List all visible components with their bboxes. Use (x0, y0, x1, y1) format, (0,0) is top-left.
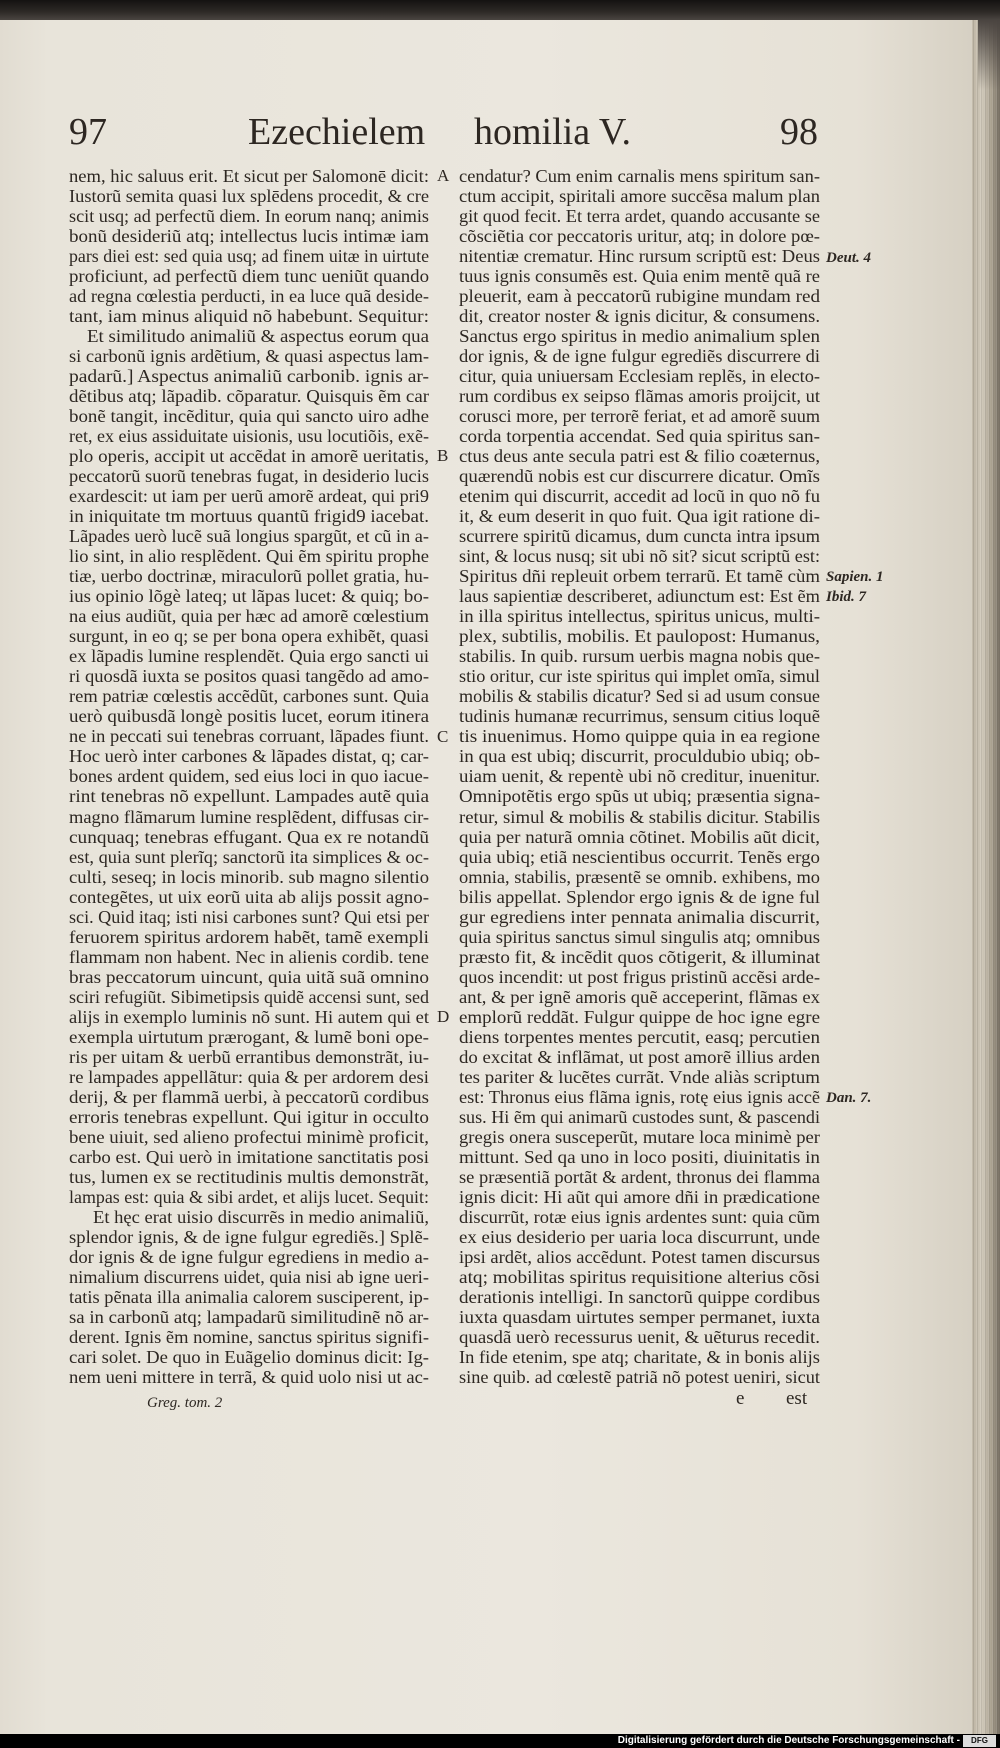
text-line-content: tes pariter & lucẽtes currãt. Vnde aliàs scriptum (459, 1066, 820, 1087)
text-line (459, 1107, 820, 1127)
text-line (459, 406, 820, 426)
credit-text: Digitalisierung gefördert durch die Deutsche Forschungsgemeinschaft - (617, 1735, 960, 1746)
book-edge-shadow (978, 20, 1000, 90)
text-line-content: ctus deus ante secula patri est & filio coæternus, (459, 446, 820, 467)
text-line-content: carbo est. Qui uerò in imitatione sanctitatis posi (69, 1146, 429, 1167)
section-marker-b: B (437, 446, 449, 465)
scan-top-border (0, 0, 1000, 20)
text-line (69, 1227, 429, 1247)
text-line-content: stio oritur, cur iste spiritus qui implet omĩa, simul (459, 666, 820, 687)
text-line-content: dor ignis & de igne fulgur egrediens in medio a- (69, 1246, 429, 1267)
text-line (459, 226, 820, 246)
text-line-content: scurrere spiritũ dicamus, dum cuncta intra ipsum (459, 526, 820, 547)
text-line-content: padarũ.] Aspectus animaliũ carbonib. ignis ar- (69, 366, 429, 387)
text-line (69, 546, 429, 566)
text-line (459, 1287, 820, 1307)
text-line (459, 746, 820, 766)
text-line (69, 827, 429, 847)
text-line (459, 466, 820, 486)
text-line-content: proficiunt, ad perfectũ diem tunc ueniũt quando (69, 266, 429, 287)
text-line (69, 506, 429, 526)
text-line-content: bene uiuit, sed alieno profectui minimè proficit, (69, 1126, 429, 1147)
text-line-content: in illa spiritus intellectus, spiritus unicus, multi- (459, 606, 820, 627)
text-line (69, 1027, 429, 1047)
text-line (69, 486, 429, 506)
text-line (459, 1267, 820, 1287)
text-line-content: quasdã uerò recessurus uenit, & uẽturus recedit. (459, 1326, 820, 1347)
text-line-content: ius opinio lõgè lateq; ut lãpas lucet: & quiq; bo- (69, 586, 429, 607)
text-line (459, 326, 820, 346)
text-line-content: bilis appellat. Splendor ergo ignis & de igne ful (459, 886, 820, 907)
text-line (459, 827, 820, 847)
text-line (459, 546, 820, 566)
text-line (69, 1107, 429, 1127)
text-line (69, 1067, 429, 1087)
text-line-content: nem, hic saluus erit. Et sicut per Salomonē dicit: (69, 166, 429, 186)
signature-mark: e (736, 1388, 745, 1409)
text-line-content: splendor ignis, & de igne fulgur egrediẽs.] Splẽ- (69, 1226, 429, 1247)
text-line-content: nimalium discurrens uidet, quia nisi ab igne ueri- (69, 1266, 429, 1287)
text-line-content: citur, quia uniuersam Ecclesiam replẽs, in electo- (459, 366, 820, 387)
text-line (69, 807, 429, 827)
text-line (69, 186, 429, 206)
running-title-left: Ezechielem (248, 111, 426, 153)
text-line-content: lio sint, in alio resplẽdent. Qui ẽm spiritu prophe (69, 546, 429, 567)
text-line-content: corusci more, per terrorẽ feriat, et ad amorẽ suum (459, 406, 820, 427)
text-line (459, 1167, 820, 1187)
text-line (459, 847, 820, 867)
text-line (69, 847, 429, 867)
text-line-content: Omnipotẽtis ergo spũs ut ubiq; præsentia signa- (459, 786, 820, 807)
section-marker-a: A (437, 166, 450, 185)
text-line (459, 586, 820, 606)
text-line (69, 466, 429, 486)
text-line (69, 266, 429, 286)
text-line (69, 646, 429, 666)
text-line (459, 967, 820, 987)
text-line (459, 1227, 820, 1247)
book-page-edges (972, 20, 1000, 1734)
text-line-content: atq; mobilitas spiritus requisitione alterius cõsi (459, 1266, 820, 1287)
text-line-content: sa in carbonũ atq; lampadarũ similitudinẽ nõ ar- (69, 1306, 429, 1327)
text-line-content: ri quosdã iuxta se positos quasi tangẽdo ad amo- (69, 666, 429, 687)
text-line-content: Et similitudo animaliũ & aspectus eorum qua (87, 326, 429, 347)
text-line (69, 166, 429, 186)
text-line-content: it, & eum deserit in quo fuit. Qua igit ratione di- (459, 506, 820, 527)
text-line (69, 1007, 429, 1027)
running-title-right: homilia V. (474, 111, 631, 153)
text-line (459, 786, 820, 806)
text-line-content: derationis intelligi. In sanctorũ quippe cordibus (459, 1286, 820, 1307)
text-line (69, 1187, 429, 1207)
text-line-content: magno flãmarum lumine resplẽdent, diffusas cir- (69, 806, 429, 827)
text-line-content: mittunt. Sed qa uno in loco positi, diuinitatis in (459, 1146, 820, 1167)
text-line-content: quærendũ nobis est cur discurrere dicatur. Omĩs (459, 466, 820, 487)
text-line (459, 987, 820, 1007)
text-line-content: quos incendit: ut post frigus pristinũ accẽsi arde- (459, 966, 820, 987)
text-line-content: exardescit: ut iam per uerũ amorẽ ardeat, qui pri9 (69, 486, 430, 507)
text-line (69, 686, 429, 706)
text-line (69, 286, 429, 306)
text-line-content: pleuerit, eam à peccatorũ rubigine mundam red (459, 286, 820, 307)
text-line (459, 526, 820, 546)
text-line (459, 1007, 820, 1027)
text-line-content: dit, creator noster & ignis dicitur, & consumens. (459, 306, 820, 327)
text-line (459, 1027, 820, 1047)
text-line (69, 907, 429, 927)
text-line (69, 987, 429, 1007)
text-line (69, 526, 429, 546)
text-line-content: ignis dicit: Hi aũt qui amore dñi in prædicatione (459, 1186, 820, 1207)
text-line (69, 326, 429, 346)
text-line-content: alijs in exemplo luminis nõ sunt. Hi autem qui et (69, 1006, 430, 1027)
text-line-content: laus sapientiæ describeret, adiunctum est: Est ẽm (459, 586, 820, 607)
text-line-content: quia per naturã omnia cõtinet. Mobilis aũt dicit, (459, 826, 820, 847)
text-line-content: rem patriæ cœlestis accẽdũt, carbones sunt. Quia (69, 686, 429, 707)
text-line-content: gregis onera susceperũt, mutare loca minimè per (459, 1126, 820, 1147)
text-line-content: Hoc uerò inter carbones & lãpades distat, q; car- (69, 746, 429, 767)
text-line-content: lampas est: quia & sibi ardet, et alijs lucet. Sequit: (69, 1186, 429, 1207)
page-number-right: 98 (780, 111, 818, 153)
text-line (459, 426, 820, 446)
text-line-content: dẽtibus atq; lãpadib. cõparatur. Quisquis ẽm car (69, 386, 429, 407)
text-line-content: re lampades appellãtur: quia & per ardorem desi (69, 1066, 429, 1087)
text-line-content: erroris tenebras expellunt. Qui igitur in occulto (69, 1106, 429, 1127)
text-line (459, 686, 820, 706)
text-line-content: derij, & per flammã uerbi, à peccatorũ cordibus (69, 1086, 429, 1107)
text-line-content: tant, iam minus aliquid nõ habebunt. Sequitur: (69, 306, 429, 327)
text-line-content: ant, & per ignẽ amoris quẽ acceperint, flãmas ex (459, 986, 820, 1007)
text-line (69, 927, 429, 947)
text-line-content: do excitat & inflãmat, ut post amorẽ illius arden (459, 1046, 820, 1067)
page-number-left: 97 (69, 111, 107, 153)
text-line (459, 266, 820, 286)
text-line-content: ad regna cœlestia perducti, in ea luce quã deside- (69, 286, 429, 307)
text-line (459, 646, 820, 666)
text-line-content: est: Thronus eius flãma ignis, rotę eius ignis accẽ (459, 1086, 820, 1107)
text-line (459, 1127, 820, 1147)
text-line (459, 286, 820, 306)
text-line-content: tudinis humanæ recurrimus, sensum citius loquẽ (459, 706, 820, 727)
text-line (459, 1327, 820, 1347)
text-line (69, 666, 429, 686)
text-line-content: ne in peccati sui tenebras corruant, lãpades fiunt. (69, 726, 429, 747)
text-line-content: flammam non habent. Nec in alienis cordib. tene (69, 946, 429, 967)
text-line (69, 1207, 429, 1227)
text-line (69, 1287, 429, 1307)
text-line-content: In fide etenim, spe atq; charitate, & in bonis alijs (459, 1346, 820, 1367)
text-line-content: se præsentiã portãt & ardent, thronus dei flamma (459, 1166, 820, 1187)
text-line-content: Spiritus dñi repleuit orbem terrarũ. Et tamẽ cùm (459, 566, 820, 587)
text-line-content: si carbonũ ignis ardẽtium, & quasi aspectus lam- (69, 346, 429, 367)
text-line-content: stabilis. In quib. rursum uerbis magna nobis que- (459, 646, 820, 667)
text-line (459, 166, 820, 186)
text-line (69, 887, 429, 907)
text-line (459, 1087, 820, 1107)
text-line-content: plex, subtilis, mobilis. Et paulopost: Humanus, (459, 626, 820, 647)
right-text-column (459, 166, 820, 1387)
text-line-content: feruorem spiritus ardorem habẽt, tamẽ exempli (69, 926, 429, 947)
text-line (69, 746, 429, 766)
text-line (459, 706, 820, 726)
text-line-content: peccatorũ suorũ tenebras fugat, in desiderio lucis (69, 466, 429, 487)
text-line-content: nem ueni mittere in terrã, & quid uolo nisi ut ac- (69, 1366, 429, 1387)
text-line (69, 766, 429, 786)
text-line-content: bonũ desideriũ atq; intellectus lucis intimæ iam (69, 226, 429, 247)
text-line (69, 967, 429, 987)
text-line (459, 186, 820, 206)
text-line-content: surgunt, in eo q; se per bona opera exhibẽt, quasi (69, 626, 429, 647)
dfg-logo: DFG (963, 1735, 996, 1747)
text-line-content: tuus ignis consumẽs est. Quia enim mentẽ quã re (459, 266, 820, 287)
text-line (459, 1367, 820, 1387)
signature-line: Greg. tom. 2 (147, 1395, 223, 1411)
text-line-content: etenim qui discurrit, accedit ad locũ in quo nõ fu (459, 486, 820, 507)
text-line-content: bones ardent quidem, sed eius loci in quo iacue- (69, 766, 430, 787)
text-line (69, 366, 429, 386)
text-line (459, 1047, 820, 1067)
text-line (69, 786, 429, 806)
text-line-content: emplorũ reddãt. Fulgur quippe de hoc igne egre (459, 1006, 820, 1027)
text-line-content: ris per uitam & uerbũ errantibus demonstrãt, iu- (69, 1046, 429, 1067)
text-line (459, 1147, 820, 1167)
margin-note-ibid: Ibid. 7 (826, 589, 867, 605)
text-line-content: ret, ex eius assiduitate uisionis, usu locutiõis, exẽ- (69, 426, 429, 447)
text-line-content: cendatur? Cum enim carnalis mens spiritum san- (459, 166, 820, 186)
text-line-content: Et hęc erat uisio discurrẽs in medio animaliũ, (93, 1206, 429, 1227)
text-line (69, 867, 429, 887)
text-line-content: plo operis, accipit ut accẽdat in amorẽ ueritatis, (69, 446, 429, 467)
credit-bar (0, 1734, 1000, 1748)
text-line (69, 306, 429, 326)
text-line (69, 406, 429, 426)
margin-note-sapien: Sapien. 1 (826, 569, 884, 585)
text-line (459, 1247, 820, 1267)
text-line-content: sci. Quid itaq; isti nisi carbones sunt? Qui etsi per (69, 906, 429, 927)
margin-note-dan: Dan. 7. (826, 1090, 872, 1106)
text-line-content: cõsciẽtia cor peccatoris uritur, atq; in dolore pœ- (459, 226, 820, 247)
catchword: est (786, 1388, 808, 1409)
text-line (69, 246, 429, 266)
text-line (69, 426, 429, 446)
text-line (69, 626, 429, 646)
text-line (69, 947, 429, 967)
text-line-content: sint, & locus nusq; sit ubi nõ sit? sicut scriptũ est: (459, 546, 820, 567)
text-line (69, 1087, 429, 1107)
text-line-content: Sanctus ergo spiritus in medio animalium splen (459, 326, 820, 347)
text-line (69, 1367, 429, 1387)
left-text-column (69, 166, 429, 1387)
section-marker-c: C (437, 727, 449, 746)
text-line-content: bras peccatorum uincunt, quia uitã suã omnino (69, 966, 430, 987)
text-line (459, 1347, 820, 1367)
text-line-content: scit usq; ad perfectũ diem. In eorum nanq; animis (69, 206, 429, 227)
text-line-content: quia ubiq; etiã nescientibus occurrit. Tenẽs ergo (459, 846, 820, 867)
text-line (69, 706, 429, 726)
text-line (459, 766, 820, 786)
text-line-content: exempla uirtutum prærogant, & lumẽ boni ope- (69, 1026, 429, 1047)
text-line (459, 306, 820, 326)
text-line-content: cunquaq; tenebras effugant. Qua ex re notandũ (69, 826, 430, 847)
text-line-content: sus. Hi ẽm qui animarũ custodes sunt, & pascendi (459, 1106, 820, 1127)
text-line (459, 206, 820, 226)
text-line-content: retur, simul & mobilis & stabilis dicitur. Stabilis (459, 806, 820, 827)
text-line-content: tus, lumen ex se rectitudinis multis demonstrãt, (69, 1166, 429, 1187)
text-line (459, 867, 820, 887)
text-line-content: omnia, stabilis, præsentẽ se omnib. exhibens, mo (459, 866, 820, 887)
text-line-content: contegẽtes, ut uix eorũ uita ab alijs possit agno- (69, 886, 429, 907)
text-line (69, 1147, 429, 1167)
text-line-content: præsto fit, & incẽdit quos cõtigerit, & illuminat (459, 946, 820, 967)
text-line-content: bonẽ tangit, incẽditur, quia qui sancto uiro adhe (69, 406, 429, 427)
text-line-content: in iniquitate tm mortuus quantũ frigid9 iacebat. (69, 506, 429, 527)
text-line (459, 1307, 820, 1327)
text-line (459, 606, 820, 626)
text-line (459, 366, 820, 386)
text-line-content: gur egrediens inter pennata animalia discurrit, (459, 906, 820, 927)
text-line (69, 1167, 429, 1187)
text-line (459, 506, 820, 526)
text-line (459, 246, 820, 266)
text-line-content: dor ignis, & de igne fulgur egrediẽs discurrere di (459, 346, 820, 367)
text-line (459, 566, 820, 586)
text-line-content: in qua est ubiq; discurrit, proculdubio ubiq; ob- (459, 746, 820, 767)
text-line-content: cari solet. De quo in Euãgelio dominus dicit: Ig- (69, 1346, 429, 1367)
text-line-content: discurrũt, rotæ eius ignis ardentes sunt: quia cũm (459, 1206, 820, 1227)
text-line (69, 606, 429, 626)
text-line-content: iuxta quasdam uirtutes semper permanet, iuxta (459, 1306, 820, 1327)
text-line-content: derent. Ignis ẽm nomine, sanctus spiritus signifi- (69, 1326, 429, 1347)
text-line (459, 346, 820, 366)
text-line-content: rint tenebras nõ expellunt. Lampades autẽ quia (69, 786, 429, 807)
text-line (459, 726, 820, 746)
text-line-content: ipsi ardẽt, alios accẽdunt. Potest tamen discursus (459, 1246, 820, 1267)
text-line (459, 486, 820, 506)
margin-note-deut: Deut. 4 (826, 250, 871, 266)
text-line (69, 1307, 429, 1327)
text-line-content: sciri refugiũt. Sibimetipsis quidẽ accensi sunt, sed (69, 986, 429, 1007)
text-line (69, 206, 429, 226)
text-line-content: uerò quibusdã longè positis lucet, eorum itinera (69, 706, 429, 727)
text-line-content: sine quib. ad cœlestẽ patriã nõ potest ueniri, sicut (459, 1366, 820, 1387)
text-line-content: Lãpades uerò lucẽ suã longius spargũt, et cũ in a- (69, 526, 429, 547)
text-line (459, 947, 820, 967)
text-line (459, 927, 820, 947)
text-line-content: ctum accipit, spiritali amore succẽsa malum plan (459, 186, 820, 207)
text-line (69, 1267, 429, 1287)
text-line-content: pars diei est: sed quia usq; ad finem uitæ in uirtute (69, 246, 429, 267)
text-line (69, 386, 429, 406)
text-line (69, 1047, 429, 1067)
text-line (459, 887, 820, 907)
text-line (69, 226, 429, 246)
text-line (69, 1247, 429, 1267)
text-line-content: na eius audiũt, quia per hæc ad amorẽ cœlestium (69, 606, 429, 627)
text-line-content: mobilis & stabilis dicatur? Sed si ad usum consue (459, 686, 820, 707)
text-line-content: quia spiritus sanctus simul singulis atq; omnibus (459, 926, 820, 947)
text-line-content: diens torpentes mentes percutit, easq; percutien (459, 1026, 820, 1047)
text-line (69, 1347, 429, 1367)
text-line (459, 666, 820, 686)
text-line (459, 807, 820, 827)
text-line (459, 626, 820, 646)
text-line-content: corda torpentia accendat. Sed quia spiritus san- (459, 426, 820, 447)
text-line-content: rum cordibus ex seipso flãmas amoris proijcit, ut (459, 386, 820, 407)
text-line-content: culti, seseq; in locis minorib. sub magno silentio (69, 866, 429, 887)
text-line (69, 566, 429, 586)
section-marker-d: D (437, 1007, 450, 1026)
text-line (459, 1207, 820, 1227)
text-line (69, 1327, 429, 1347)
text-line-content: est, quia sunt plerĩq; sanctorũ ita simplices & oc- (69, 846, 429, 867)
text-line-content: tatis pẽnata illa animalia calorem susciperent, ip- (69, 1286, 429, 1307)
text-line-content: ex eius desiderio per uaria loca discurrunt, unde (459, 1226, 820, 1247)
text-line (69, 586, 429, 606)
text-line-content: tis inuenimus. Homo quippe quia in ea regione (459, 726, 820, 747)
text-line-content: nitentiæ crematur. Hinc rursum scriptũ est: Deus (459, 246, 820, 267)
text-line (459, 386, 820, 406)
text-line-content: git quod fecit. Et terra ardet, quando accusante se (459, 206, 820, 227)
text-line-content: uiam uenit, & repentè ubi nõ creditur, inuenitur. (459, 766, 820, 787)
text-line (69, 1127, 429, 1147)
text-line (459, 446, 820, 466)
text-line-content: ex lãpadis lumine resplendẽt. Quia ergo sancti ui (69, 646, 429, 667)
text-line (69, 346, 429, 366)
text-line (69, 446, 429, 466)
text-line-content: tiæ, uerbo doctrinæ, miraculorũ pollet gratia, hu- (69, 566, 429, 587)
text-line-content: Iustorũ semita quasi lux splēdens procedit, & cre (69, 186, 429, 207)
text-line (459, 1067, 820, 1087)
text-line (459, 907, 820, 927)
text-line (69, 726, 429, 746)
text-line (459, 1187, 820, 1207)
